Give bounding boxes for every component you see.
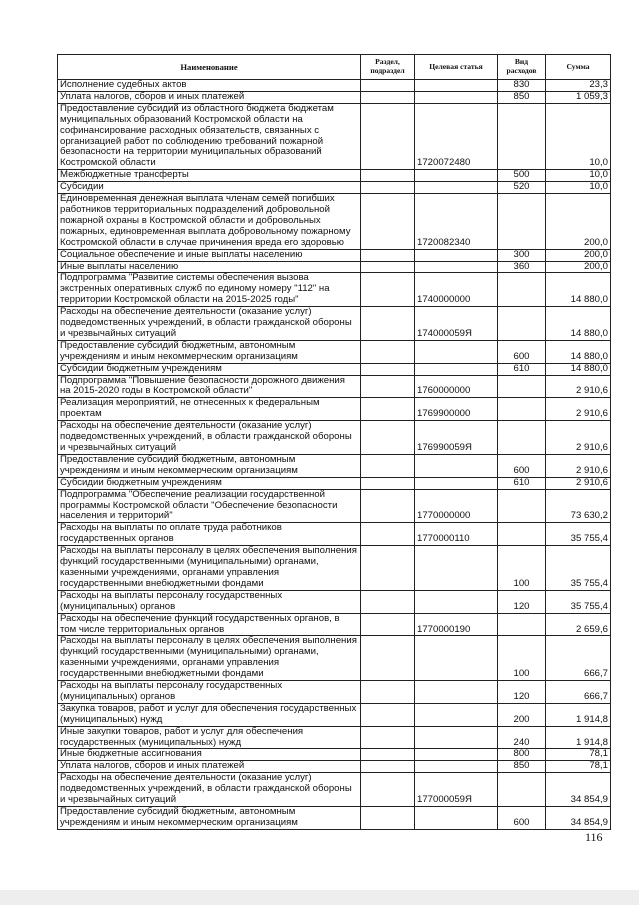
cell-celevaya: [415, 590, 498, 613]
table-row: [58, 523, 611, 546]
cell-vid: 120: [498, 590, 546, 613]
table-row: [58, 375, 611, 398]
cell-razdel: [361, 807, 415, 830]
cell-summa: 10,0: [546, 103, 611, 169]
table-row: [58, 477, 611, 489]
cell-name: Расходы на обеспечение деятельности (оказание услуг) подведомственных учреждений, в области гражданской обороны и чрезвычайных ситуаций: [58, 307, 361, 341]
cell-celevaya: 1720072480: [415, 103, 498, 169]
cell-name: Предоставление субсидий бюджетным, автономным учреждениям и иным некоммерческим организациям: [58, 807, 361, 830]
cell-razdel: [361, 249, 415, 261]
cell-razdel: [361, 636, 415, 681]
cell-razdel: [361, 681, 415, 704]
cell-razdel: [361, 773, 415, 807]
header-razdel: Раздел, подраздел: [361, 55, 415, 80]
cell-razdel: [361, 91, 415, 103]
cell-razdel: [361, 421, 415, 455]
cell-celevaya: 177000059Я: [415, 773, 498, 807]
cell-vid: [498, 307, 546, 341]
cell-summa: 666,7: [546, 681, 611, 704]
cell-razdel: [361, 489, 415, 523]
cell-razdel: [361, 454, 415, 477]
table-row: [58, 273, 611, 307]
cell-summa: 1 914,8: [546, 703, 611, 726]
cell-celevaya: [415, 807, 498, 830]
budget-table: [57, 54, 611, 830]
cell-razdel: [361, 749, 415, 761]
cell-celevaya: 1740000000: [415, 273, 498, 307]
cell-celevaya: [415, 636, 498, 681]
cell-summa: 35 755,4: [546, 590, 611, 613]
cell-name: Подпрограмма "Повышение безопасности дорожного движения на 2015-2020 годы в Костромской области": [58, 375, 361, 398]
header-vid: Вид расходов: [498, 55, 546, 80]
table-row: [58, 421, 611, 455]
cell-celevaya: [415, 761, 498, 773]
cell-celevaya: 1769900000: [415, 398, 498, 421]
header-name: Наименование: [58, 55, 361, 80]
cell-vid: 200: [498, 703, 546, 726]
cell-vid: 500: [498, 170, 546, 182]
cell-vid: 100: [498, 546, 546, 591]
cell-summa: 73 630,2: [546, 489, 611, 523]
table-row: [58, 546, 611, 591]
cell-name: Расходы на выплаты персоналу государственных (муниципальных) органов: [58, 590, 361, 613]
cell-vid: 100: [498, 636, 546, 681]
cell-name: Закупка товаров, работ и услуг для обеспечения государственных (муниципальных) нужд: [58, 703, 361, 726]
cell-razdel: [361, 375, 415, 398]
cell-razdel: [361, 703, 415, 726]
cell-summa: 2 910,6: [546, 398, 611, 421]
cell-celevaya: 1770000000: [415, 489, 498, 523]
cell-summa: 200,0: [546, 194, 611, 250]
cell-celevaya: [415, 249, 498, 261]
cell-summa: 200,0: [546, 249, 611, 261]
cell-name: Межбюджетные трансферты: [58, 170, 361, 182]
cell-name: Субсидии бюджетным учреждениям: [58, 363, 361, 375]
cell-vid: 240: [498, 726, 546, 749]
table-row: [58, 773, 611, 807]
cell-celevaya: [415, 749, 498, 761]
cell-razdel: [361, 363, 415, 375]
bottom-strip: [0, 890, 639, 905]
table-row: [58, 636, 611, 681]
cell-summa: 10,0: [546, 182, 611, 194]
cell-vid: [498, 489, 546, 523]
cell-celevaya: 174000059Я: [415, 307, 498, 341]
cell-summa: 14 880,0: [546, 273, 611, 307]
table-row: [58, 363, 611, 375]
cell-name: Расходы на обеспечение деятельности (оказание услуг) подведомственных учреждений, в области гражданской обороны и чрезвычайных ситуаций: [58, 421, 361, 455]
cell-razdel: [361, 80, 415, 92]
table-row: [58, 807, 611, 830]
cell-razdel: [361, 523, 415, 546]
cell-summa: 1 914,8: [546, 726, 611, 749]
cell-summa: 78,1: [546, 749, 611, 761]
table-row: [58, 261, 611, 273]
cell-summa: 2 910,6: [546, 454, 611, 477]
cell-summa: 2 910,6: [546, 375, 611, 398]
cell-name: Подпрограмма "Обеспечение реализации государственной программы Костромской области "Обеспечение безопасности населения и территорий": [58, 489, 361, 523]
cell-vid: 610: [498, 477, 546, 489]
cell-vid: 600: [498, 454, 546, 477]
cell-razdel: [361, 194, 415, 250]
table-row: [58, 761, 611, 773]
cell-name: Расходы на выплаты персоналу в целях обеспечения выполнения функций государственными (муниципальными) органами, казенными учреждениями, органами управления государственными внебюджетными фондами: [58, 636, 361, 681]
cell-celevaya: [415, 363, 498, 375]
cell-celevaya: [415, 477, 498, 489]
table-row: [58, 103, 611, 169]
cell-name: Иные выплаты населению: [58, 261, 361, 273]
cell-razdel: [361, 170, 415, 182]
cell-summa: 2 910,6: [546, 477, 611, 489]
cell-summa: 14 880,0: [546, 307, 611, 341]
cell-vid: 600: [498, 340, 546, 363]
cell-name: Реализация мероприятий, не отнесенных к федеральным проектам: [58, 398, 361, 421]
cell-celevaya: 1770000110: [415, 523, 498, 546]
cell-celevaya: [415, 454, 498, 477]
cell-celevaya: 1720082340: [415, 194, 498, 250]
cell-razdel: [361, 477, 415, 489]
cell-razdel: [361, 273, 415, 307]
cell-name: Подпрограмма "Развитие системы обеспечения вызова экстренных оперативных служб по единому номеру "112" на территории Костромской области на 2015-2025 годы": [58, 273, 361, 307]
cell-name: Расходы на выплаты по оплате труда работников государственных органов: [58, 523, 361, 546]
cell-celevaya: [415, 80, 498, 92]
cell-celevaya: [415, 261, 498, 273]
table-header-row: [58, 55, 611, 80]
cell-vid: [498, 773, 546, 807]
cell-name: Расходы на выплаты персоналу государственных (муниципальных) органов: [58, 681, 361, 704]
cell-razdel: [361, 398, 415, 421]
cell-celevaya: 1770000190: [415, 613, 498, 636]
cell-vid: 120: [498, 681, 546, 704]
cell-name: Субсидии бюджетным учреждениям: [58, 477, 361, 489]
cell-name: Предоставление субсидий бюджетным, автономным учреждениям и иным некоммерческим организациям: [58, 340, 361, 363]
cell-name: Субсидии: [58, 182, 361, 194]
cell-celevaya: 1760000000: [415, 375, 498, 398]
cell-name: Иные закупки товаров, работ и услуг для обеспечения государственных (муниципальных) нужд: [58, 726, 361, 749]
table-row: [58, 726, 611, 749]
cell-summa: 78,1: [546, 761, 611, 773]
table-row: [58, 170, 611, 182]
cell-vid: 360: [498, 261, 546, 273]
cell-summa: 666,7: [546, 636, 611, 681]
cell-razdel: [361, 261, 415, 273]
cell-vid: [498, 273, 546, 307]
table-row: [58, 194, 611, 250]
cell-vid: 800: [498, 749, 546, 761]
cell-name: Уплата налогов, сборов и иных платежей: [58, 761, 361, 773]
cell-vid: [498, 398, 546, 421]
cell-celevaya: [415, 681, 498, 704]
cell-name: Расходы на обеспечение деятельности (оказание услуг) подведомственных учреждений, в области гражданской обороны и чрезвычайных ситуаций: [58, 773, 361, 807]
cell-razdel: [361, 103, 415, 169]
cell-razdel: [361, 761, 415, 773]
cell-name: Предоставление субсидий из областного бюджета бюджетам муниципальных образований Костромской области на софинансирование расходных обязательств, связанных с организацией работ по соблюдению требований пожарной безопасности на территории муниципальных образований Костромской области: [58, 103, 361, 169]
cell-celevaya: [415, 703, 498, 726]
cell-summa: 200,0: [546, 261, 611, 273]
cell-vid: [498, 421, 546, 455]
cell-razdel: [361, 340, 415, 363]
cell-vid: [498, 375, 546, 398]
cell-name: Предоставление субсидий бюджетным, автономным учреждениям и иным некоммерческим организациям: [58, 454, 361, 477]
cell-summa: 23,3: [546, 80, 611, 92]
table-row: [58, 340, 611, 363]
table-row: [58, 590, 611, 613]
table-row: [58, 489, 611, 523]
cell-celevaya: 176990059Я: [415, 421, 498, 455]
cell-vid: 830: [498, 80, 546, 92]
table-row: [58, 454, 611, 477]
cell-celevaya: [415, 170, 498, 182]
cell-celevaya: [415, 91, 498, 103]
cell-summa: 10,0: [546, 170, 611, 182]
cell-razdel: [361, 182, 415, 194]
header-celevaya: Целевая статья: [415, 55, 498, 80]
cell-celevaya: [415, 726, 498, 749]
cell-name: Иные бюджетные ассигнования: [58, 749, 361, 761]
cell-name: Расходы на обеспечение функций государственных органов, в том числе территориальных органов: [58, 613, 361, 636]
cell-summa: 14 880,0: [546, 363, 611, 375]
cell-razdel: [361, 590, 415, 613]
cell-vid: [498, 523, 546, 546]
cell-vid: [498, 613, 546, 636]
cell-celevaya: [415, 182, 498, 194]
cell-vid: 300: [498, 249, 546, 261]
cell-summa: 34 854,9: [546, 807, 611, 830]
cell-razdel: [361, 726, 415, 749]
cell-name: Расходы на выплаты персоналу в целях обеспечения выполнения функций государственными (муниципальными) органами, казенными учреждениями, органами управления государственными внебюджетными фондами: [58, 546, 361, 591]
cell-summa: 1 059,3: [546, 91, 611, 103]
cell-razdel: [361, 546, 415, 591]
table-row: [58, 749, 611, 761]
cell-name: Уплата налогов, сборов и иных платежей: [58, 91, 361, 103]
cell-razdel: [361, 613, 415, 636]
cell-summa: 35 755,4: [546, 523, 611, 546]
cell-celevaya: [415, 340, 498, 363]
cell-razdel: [361, 307, 415, 341]
cell-vid: [498, 194, 546, 250]
table-row: [58, 398, 611, 421]
table-row: [58, 80, 611, 92]
page-number: 116: [585, 830, 603, 844]
header-summa: Сумма: [546, 55, 611, 80]
table-row: [58, 613, 611, 636]
cell-vid: 850: [498, 91, 546, 103]
cell-vid: 610: [498, 363, 546, 375]
cell-summa: 2 659,6: [546, 613, 611, 636]
table-row: [58, 182, 611, 194]
table-row: [58, 703, 611, 726]
cell-vid: 600: [498, 807, 546, 830]
cell-vid: 520: [498, 182, 546, 194]
table-row: [58, 91, 611, 103]
cell-summa: 34 854,9: [546, 773, 611, 807]
cell-name: Единовременная денежная выплата членам семей погибших работников территориальных подразделений добровольной пожарной охраны в Костромской области и добровольных пожарных, единовременная выплата добровольному пожарному Костромской области в случае причинения вреда его здоровью: [58, 194, 361, 250]
cell-summa: 35 755,4: [546, 546, 611, 591]
cell-name: Социальное обеспечение и иные выплаты населению: [58, 249, 361, 261]
cell-celevaya: [415, 546, 498, 591]
cell-name: Исполнение судебных актов: [58, 80, 361, 92]
table-body: [58, 80, 611, 830]
table-row: [58, 681, 611, 704]
table-row: [58, 249, 611, 261]
table-row: [58, 307, 611, 341]
cell-vid: [498, 103, 546, 169]
cell-summa: 2 910,6: [546, 421, 611, 455]
cell-summa: 14 880,0: [546, 340, 611, 363]
cell-vid: 850: [498, 761, 546, 773]
